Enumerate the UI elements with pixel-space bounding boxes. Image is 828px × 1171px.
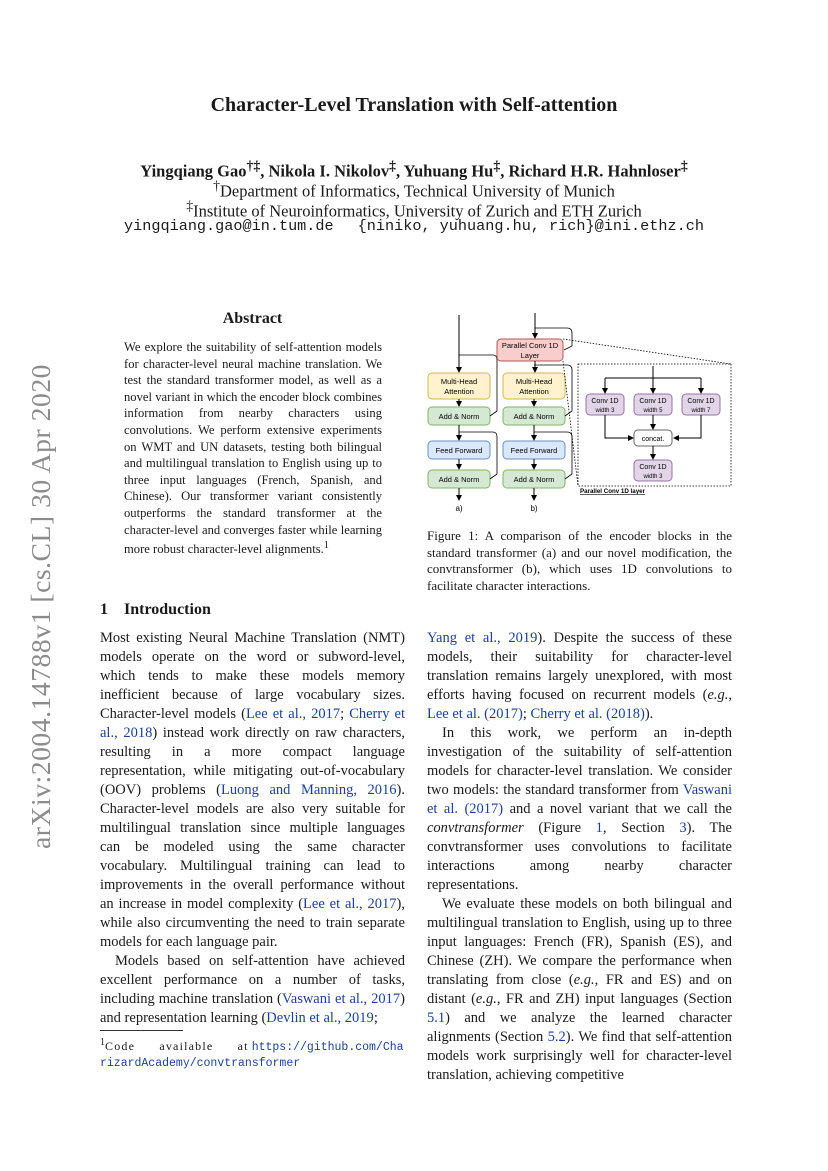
text-run: ), while also circumventing the need to train separate models for each language pair. (100, 896, 405, 950)
citation-link[interactable]: Lee et al., 2017 (303, 896, 397, 912)
ff-label: Feed Forward (510, 446, 558, 455)
footnote-mark: 1 (100, 1037, 105, 1048)
paragraph (427, 724, 732, 895)
text-run: ; (340, 706, 350, 722)
paper-title: Character-Level Translation with Self-attention (210, 94, 618, 116)
author-marks: ‡ (389, 158, 396, 173)
subfig-label-a: a) (455, 504, 463, 513)
abstract-body (124, 339, 382, 558)
paragraph (100, 952, 405, 1028)
citation-link[interactable]: Cherry et al., 2018 (100, 706, 405, 741)
text-run: ). We find that self-attention models work surprisingly well for character-level translation, achieving competitive (427, 1029, 732, 1083)
width-label: width 5 (643, 408, 663, 414)
mha-label: Attention (519, 387, 549, 396)
width-label: width 3 (595, 408, 615, 414)
affiliation-mark: ‡ (186, 198, 194, 213)
author-name: Yingqiang Gao (140, 161, 247, 181)
width-label: width 3 (643, 474, 663, 480)
text-run: We evaluate these models on both bilingual and multilingual translation to English, using up to three input languages: French (FR), Spanish (ES), and Chinese (ZH). We compare the performance when translating from close ( (427, 896, 732, 988)
conv-label: Conv 1D (639, 464, 667, 471)
author-name: Richard H.R. Hahnloser (508, 161, 681, 181)
arxiv-sidebar (16, 362, 66, 852)
email-gao[interactable]: yingqiang.gao@in.tum.de (124, 217, 334, 235)
section-ref[interactable]: 5.2 (547, 1029, 566, 1045)
paragraph (427, 629, 732, 724)
layer-label: Layer (520, 351, 540, 360)
figure-ref[interactable]: 1 (595, 820, 603, 836)
ff-label: Feed Forward (435, 446, 483, 455)
detail-caption: Parallel Conv 1D layer (580, 488, 646, 495)
author-list: Yingqiang Gao†‡, Nikola I. Nikolov‡, Yuhuang Hu‡, Richard H.R. Hahnloser‡ (140, 158, 688, 181)
citation-link[interactable]: Vaswani et al., 2017 (281, 991, 401, 1007)
abstract-heading: Abstract (222, 310, 283, 327)
text-run: Models based on self-attention have achieved excellent performance on a number of tasks, including machine translation ( (100, 953, 405, 1007)
text-run: ; (373, 1010, 378, 1026)
figure-1 (425, 310, 735, 520)
encoder-diagram (425, 310, 735, 520)
author-marks: ‡ (493, 158, 501, 173)
parallel-conv-label: Parallel Conv 1D (501, 341, 559, 350)
text-run: ). Despite the success of these models, their suitability for character-level translation remains largely unexplored, with most efforts having focused on recurrent models ( (427, 630, 732, 703)
addnorm-label: Add & Norm (513, 412, 555, 421)
footnote-ref[interactable]: 1 (323, 540, 330, 552)
section-number: 1 (100, 601, 108, 618)
citation-link[interactable]: Yang et al., 2019 (427, 630, 538, 646)
conv-label: Conv 1D (591, 398, 619, 405)
paragraph (100, 629, 405, 952)
arxiv-id-text: arXiv:2004.14788v1 [cs.CL] 30 Apr 2020 (26, 375, 56, 849)
section-ref[interactable]: 5.1 (427, 1010, 446, 1026)
text-run: e.g. (573, 972, 595, 988)
citation-link[interactable]: Lee et al. (2017) (427, 706, 523, 722)
conv-label: Conv 1D (639, 398, 667, 405)
text-run: , (728, 687, 732, 703)
text-run: ) and we analyze the learned character alignments (Section (427, 1010, 732, 1045)
text-run: , FR and ES) and on distant ( (427, 972, 733, 1007)
text-run: Most existing Neural Machine Translation (NMT) models operate on the word or subword-level, which tends to make these models memory inefficient because of large vocabulary sizes. Character-level models ( (100, 630, 405, 722)
addnorm-label: Add & Norm (438, 475, 480, 484)
text-run: ) and representation learning ( (100, 991, 406, 1026)
left-column (100, 629, 405, 1028)
footnote-url[interactable]: https://github.com/CharizardAcademy/convtransformer (100, 1041, 404, 1070)
footnote-rule (100, 1030, 183, 1031)
addnorm-label: Add & Norm (513, 475, 555, 484)
text-run: convtransformer (427, 820, 524, 836)
affiliation-mark: † (213, 178, 220, 193)
text-run: ). Character-level models are also very suitable for multilingual translation since multiple languages can be modeled using the same character vocabulary. Multilingual training can lead to improvements in the overall performance without an increase in model complexity ( (100, 782, 405, 912)
mha-label: Multi-Head (440, 377, 478, 386)
author-marks: ‡ (680, 158, 688, 173)
citation-link[interactable]: Cherry et al. (2018) (530, 706, 645, 722)
email-line (0, 217, 828, 235)
figure-caption: Figure 1: A comparison of the encoder blocks in the standard transformer (a) and our novel modification, the convtransformer (b), which uses 1D convolutions to facilitate character interactions. (427, 528, 732, 593)
concat-label: concat. (641, 436, 665, 443)
paragraph (427, 895, 732, 1085)
affiliation-text: Department of Informatics, Technical University of Munich (219, 181, 615, 201)
footnote-text: Code available at (105, 1039, 249, 1053)
subfig-label-b: b) (530, 504, 538, 513)
citation-link[interactable]: Devlin et al., 2019 (266, 1010, 374, 1026)
addnorm-label: Add & Norm (438, 412, 480, 421)
citation-link[interactable]: Luong and Manning, 2016 (221, 782, 397, 798)
author-marks: †‡ (246, 158, 261, 173)
citation-link[interactable]: Vaswani et al. (2017) (427, 782, 732, 817)
citation-link[interactable]: Lee et al., 2017 (245, 706, 341, 722)
author-name: Nikola I. Nikolov (268, 161, 390, 181)
section-ref[interactable]: 3 (679, 820, 687, 836)
text-run: In this work, we perform an in-depth investigation of the suitability of self-attention models for character-level translation. We consider two models: the standard transformer from (427, 725, 732, 798)
section-title: Introduction (124, 601, 211, 618)
text-run: ) instead work directly on raw characters, resulting in a more compact language representation, while mitigating out-of-vocabulary (OOV) problems ( (100, 725, 405, 798)
conv-label: Conv 1D (687, 398, 715, 405)
text-run: , Section (602, 820, 680, 836)
section-heading (100, 601, 211, 619)
right-column (427, 629, 732, 1085)
text-run: and a novel variant that we call the (503, 801, 732, 817)
affiliation-text: Institute of Neuroinformatics, University of Zurich and ETH Zurich (193, 201, 642, 221)
text-run: e.g. (707, 687, 729, 703)
text-run: (Figure (523, 820, 596, 836)
mha-label: Attention (444, 387, 474, 396)
text-run: ). The convtransformer uses convolutions to facilitate interactions among nearby character representations. (427, 820, 732, 893)
author-name: Yuhuang Hu (403, 161, 494, 181)
text-run: ; (522, 706, 531, 722)
mha-label: Multi-Head (515, 377, 553, 386)
text-run: e.g. (475, 991, 497, 1007)
text-run: ). (644, 706, 654, 722)
email-ini[interactable]: {niniko, yuhuang.hu, rich}@ini.ethz.ch (357, 217, 704, 235)
footnote (100, 1035, 405, 1071)
width-label: width 7 (691, 408, 711, 414)
abstract-text: We explore the suitability of self-attention models for character-level neural machine translation. We test the standard transformer model, as well as a novel variant in which the encoder block combines information from nearby characters using convolutions. We perform extensive experiments on WMT and UN datasets, testing both bilingual and multilingual translation to English using up to three input languages (French, Spanish, and Chinese). Our transformer variant consistently outperforms the standard transformer at the character-level and converges faster while learning more robust character-level alignments. (124, 340, 382, 557)
text-run: , FR and ZH) input languages (Section (496, 991, 732, 1007)
